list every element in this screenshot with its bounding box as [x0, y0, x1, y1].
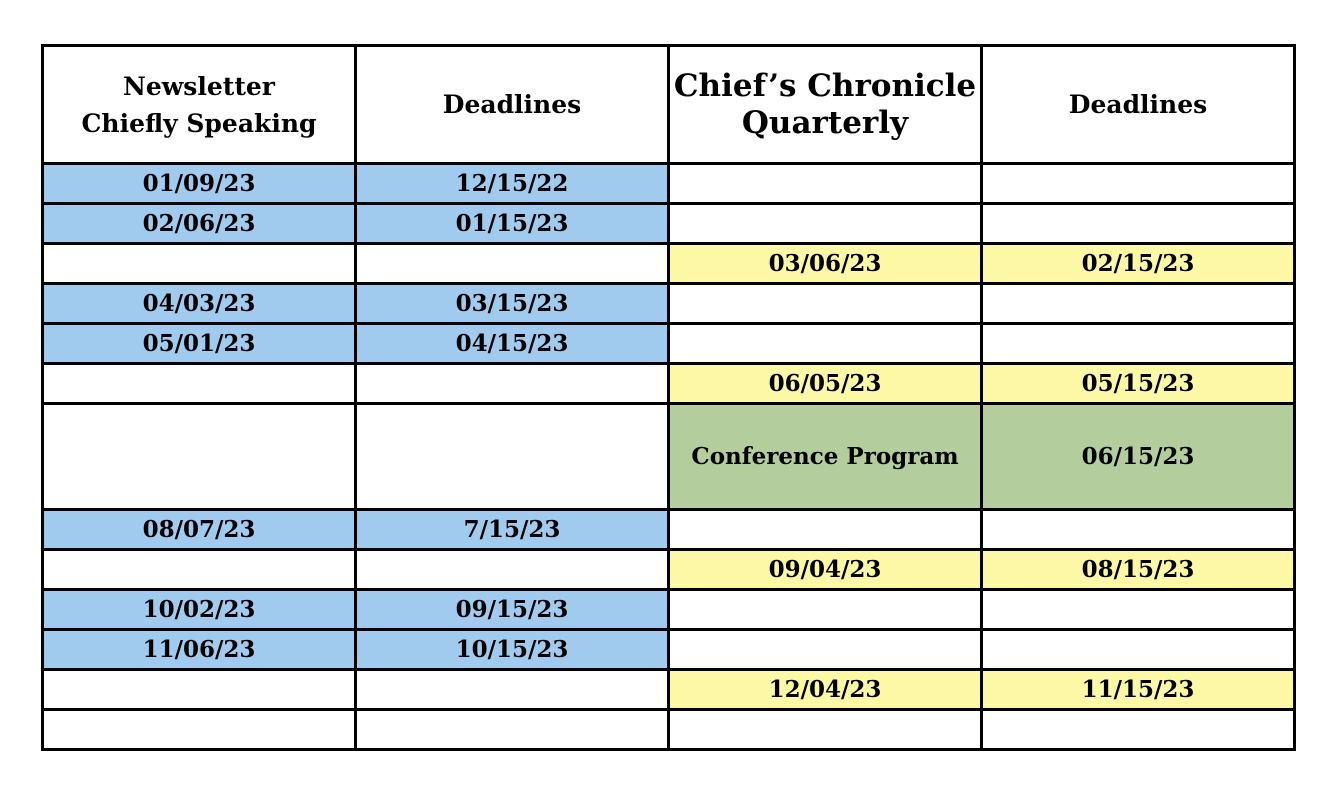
chronicle-date-cell: [669, 324, 982, 364]
newsletter-deadline-cell: [356, 244, 669, 284]
newsletter-date-cell: [43, 550, 356, 590]
table-row: [43, 324, 1295, 364]
chronicle-date-cell: [669, 590, 982, 630]
newsletter-date-cell: [43, 710, 356, 750]
newsletter-deadline-cell: 04/15/23: [356, 324, 669, 364]
table-row: [43, 364, 1295, 404]
table-row: [43, 590, 1295, 630]
chronicle-date-cell: [669, 630, 982, 670]
chronicle-date-cell: [669, 710, 982, 750]
newsletter-deadline-cell: [356, 364, 669, 404]
chronicle-deadline-cell: [982, 510, 1295, 550]
newsletter-date-cell: [43, 364, 356, 404]
chronicle-deadline-cell: 11/15/23: [982, 670, 1295, 710]
newsletter-date-cell: 10/02/23: [43, 590, 356, 630]
table-row: [43, 630, 1295, 670]
newsletter-deadline-cell: 01/15/23: [356, 204, 669, 244]
chronicle-date-cell: [669, 510, 982, 550]
chronicle-header: [669, 46, 982, 164]
newsletter-deadlines-header-label: Deadlines: [442, 90, 582, 119]
newsletter-deadline-cell: [356, 550, 669, 590]
newsletter-deadline-cell: 12/15/22: [356, 164, 669, 204]
newsletter-date-cell: 04/03/23: [43, 284, 356, 324]
chronicle-date-cell: [669, 284, 982, 324]
chronicle-deadline-cell: [982, 710, 1295, 750]
table-row: [43, 244, 1295, 284]
chronicle-date-cell: 03/06/23: [669, 244, 982, 284]
chronicle-date-cell: 12/04/23: [669, 670, 982, 710]
newsletter-header-line-2: Chiefly Speaking: [81, 108, 317, 138]
chronicle-deadlines-header: [982, 46, 1295, 164]
table-row: [43, 550, 1295, 590]
newsletter-deadline-cell: 10/15/23: [356, 630, 669, 670]
chronicle-deadline-cell: 05/15/23: [982, 364, 1295, 404]
newsletter-deadline-cell: 09/15/23: [356, 590, 669, 630]
newsletter-deadline-cell: [356, 404, 669, 510]
newsletter-date-cell: 05/01/23: [43, 324, 356, 364]
table-row: [43, 204, 1295, 244]
newsletter-deadline-cell: 7/15/23: [356, 510, 669, 550]
chronicle-deadline-cell: [982, 284, 1295, 324]
newsletter-date-cell: 08/07/23: [43, 510, 356, 550]
table-row: [43, 164, 1295, 204]
newsletter-header-line-1: Newsletter: [123, 71, 275, 101]
chronicle-date-cell: Conference Program: [669, 404, 982, 510]
chronicle-deadline-cell: [982, 630, 1295, 670]
chronicle-date-cell: 06/05/23: [669, 364, 982, 404]
newsletter-date-cell: 11/06/23: [43, 630, 356, 670]
chronicle-date-cell: [669, 204, 982, 244]
chronicle-header-line-1: Chief’s Chronicle: [673, 67, 977, 104]
table-row: [43, 670, 1295, 710]
newsletter-date-cell: 01/09/23: [43, 164, 356, 204]
chronicle-date-cell: [669, 164, 982, 204]
chronicle-deadline-cell: 08/15/23: [982, 550, 1295, 590]
table-row: [43, 510, 1295, 550]
chronicle-deadline-cell: [982, 324, 1295, 364]
chronicle-deadline-cell: [982, 590, 1295, 630]
newsletter-deadlines-header: [356, 46, 669, 164]
chronicle-deadline-cell: [982, 164, 1295, 204]
header-row: [43, 46, 1295, 164]
chronicle-date-cell: 09/04/23: [669, 550, 982, 590]
newsletter-header: [43, 46, 356, 164]
newsletter-date-cell: 02/06/23: [43, 204, 356, 244]
publication-schedule-table: [41, 44, 1296, 751]
table-row: [43, 284, 1295, 324]
chronicle-deadline-cell: 02/15/23: [982, 244, 1295, 284]
table-row: [43, 404, 1295, 510]
chronicle-deadline-cell: 06/15/23: [982, 404, 1295, 510]
newsletter-deadline-cell: 03/15/23: [356, 284, 669, 324]
table-row: [43, 710, 1295, 750]
newsletter-date-cell: [43, 244, 356, 284]
table-body: [43, 164, 1295, 750]
newsletter-date-cell: [43, 670, 356, 710]
table-header: [43, 46, 1295, 164]
newsletter-date-cell: [43, 404, 356, 510]
newsletter-deadline-cell: [356, 710, 669, 750]
chronicle-deadlines-header-label: Deadlines: [1068, 90, 1208, 119]
chronicle-deadline-cell: [982, 204, 1295, 244]
newsletter-deadline-cell: [356, 670, 669, 710]
chronicle-header-line-2: Quarterly: [741, 104, 909, 141]
